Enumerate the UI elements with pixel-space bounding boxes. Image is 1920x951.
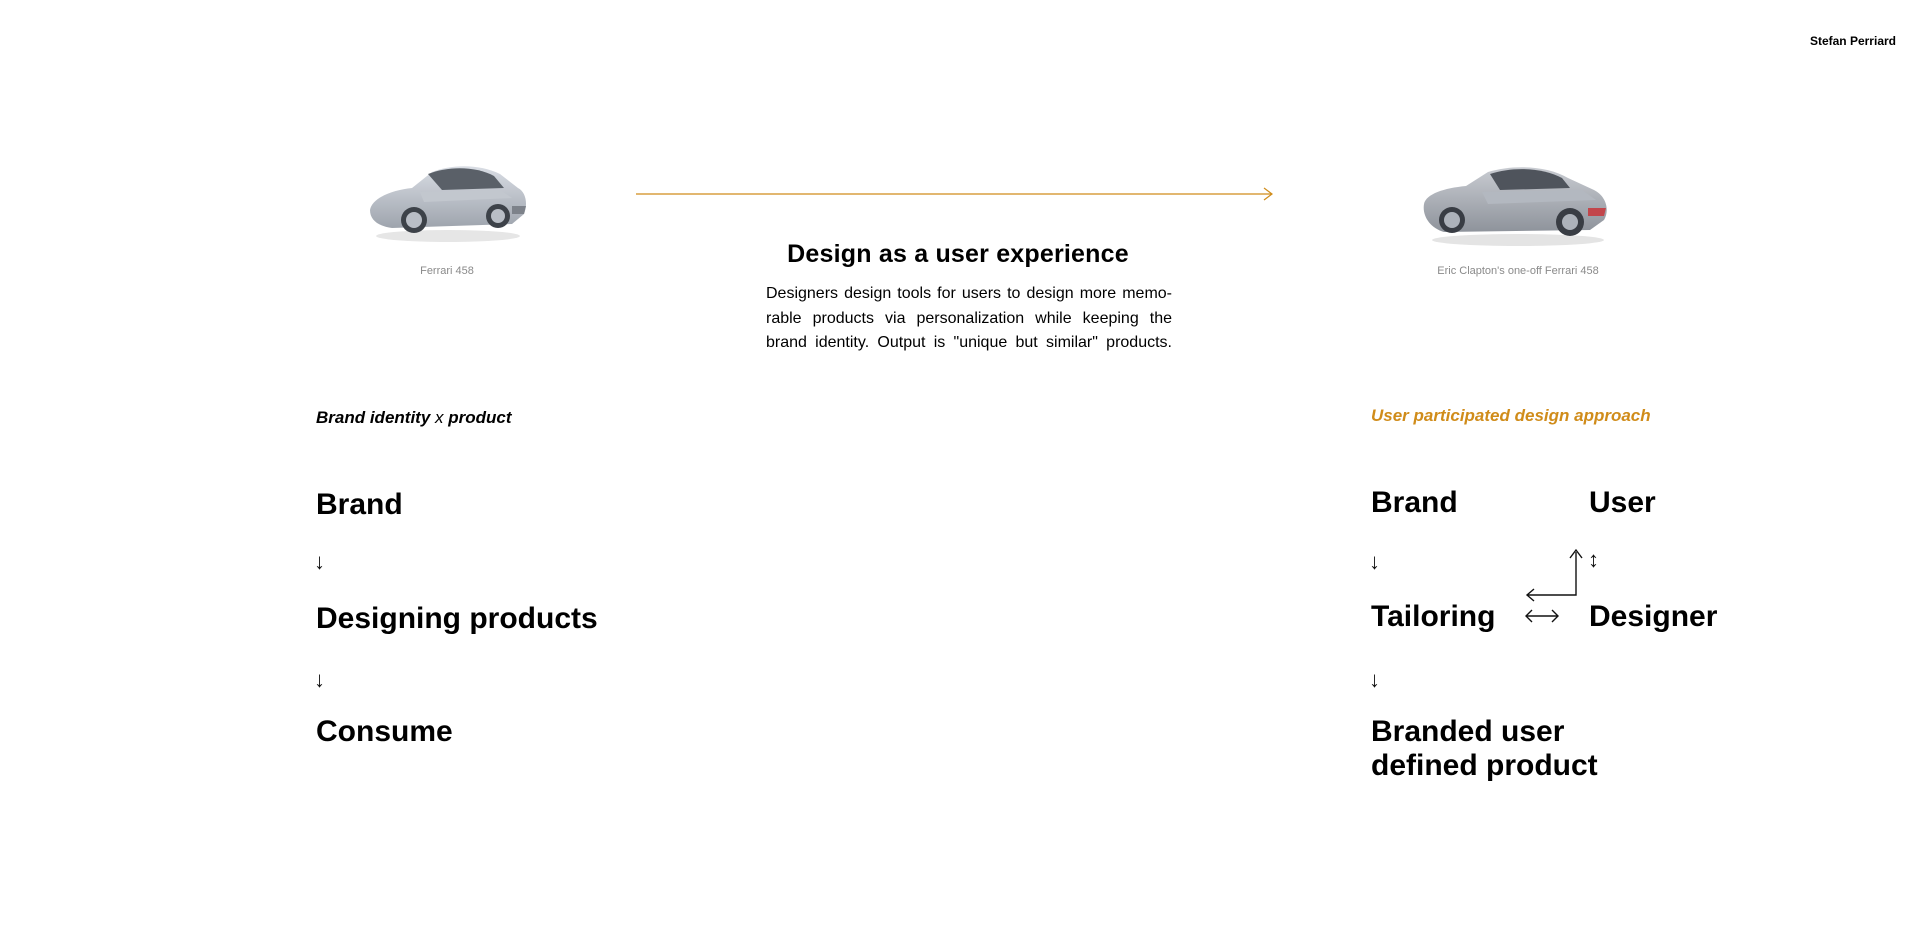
clapton-ferrari-caption: Eric Clapton's one-off Ferrari 458 (1437, 265, 1599, 277)
flow-brand: Brand (316, 488, 403, 521)
arrow-right-icon (636, 186, 1276, 202)
description-text: Designers design tools for users to design more memo-rable products via personalization while keeping the brand identity. Output is "unique but similar" products. (766, 285, 1172, 351)
arrow-down-icon: ↓ (1369, 549, 1380, 574)
user-participated-heading: User participated design approach (1371, 406, 1651, 425)
tailoring-label: Tailoring (1371, 600, 1496, 633)
arrow-down-icon: ↓ (314, 667, 325, 692)
arrow-up-down-icon: ↕ (1588, 547, 1599, 572)
corner-arrow-icon (1524, 546, 1584, 604)
ferrari-458-caption: Ferrari 458 (420, 265, 474, 277)
brand-identity-heading: Brand identity x product (316, 408, 512, 427)
arrow-down-icon: ↓ (314, 549, 325, 574)
flow-consume: Consume (316, 715, 453, 748)
flow-designing-products: Designing products (316, 602, 598, 635)
branded-user-product-label: Branded user defined product (1371, 715, 1598, 782)
brand-label: Brand (1371, 486, 1458, 519)
arrow-left-right-icon (1524, 608, 1560, 624)
arrow-down-icon: ↓ (1369, 667, 1380, 692)
ferrari-458-image (362, 148, 532, 248)
designer-label: Designer (1589, 600, 1718, 633)
author-name: Stefan Perriard (1809, 34, 1896, 48)
clapton-ferrari-image (1418, 154, 1614, 250)
user-label: User (1589, 486, 1656, 519)
page-title: Design as a user experience (787, 240, 1129, 268)
